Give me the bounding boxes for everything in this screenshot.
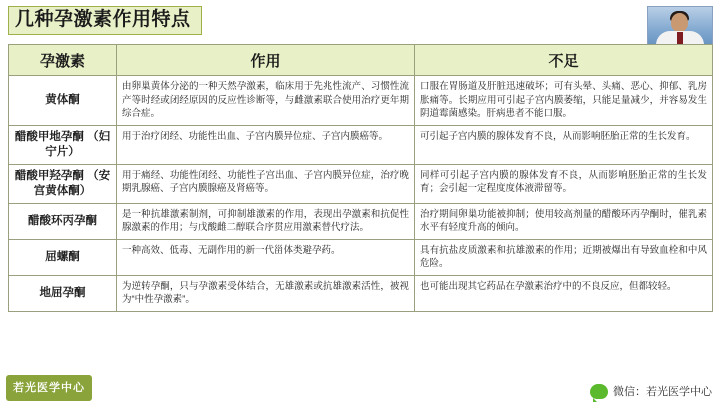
cell-effect: 用于治疗闭经、功能性出血、子宫内膜异位症、子宫内膜癌等。 (117, 125, 415, 164)
progestin-comparison-table (8, 44, 713, 312)
cell-drug-name: 醋酸甲羟孕酮 （安宫黄体酮） (9, 164, 117, 203)
cell-drug-name: 醋酸环丙孕酮 (9, 203, 117, 239)
organization-logo: 若光医学中心 (6, 375, 92, 401)
column-header-effect: 作用 (117, 45, 415, 76)
wechat-label: 微信：若光医学中心 (613, 386, 712, 398)
page-title: 几种孕激素作用特点 (15, 9, 191, 30)
cell-effect: 为逆转孕酮，只与孕激素受体结合，无雄激素或抗雄激素活性，被视为“中性孕激素”。 (117, 275, 415, 311)
table-row (9, 239, 713, 275)
table-row (9, 125, 713, 164)
cell-defect: 可引起子宫内膜的腺体发育不良，从而影响胚胎正常的生长发育。 (415, 125, 713, 164)
cell-defect: 同样可引起子宫内膜的腺体发育不良，从而影响胚胎正常的生长发育；会引起一定程度度体液滞留等。 (415, 164, 713, 203)
cell-drug-name: 醋酸甲地孕酮 （妇宁片） (9, 125, 117, 164)
cell-defect: 口服在胃肠道及肝脏迅速破坏；可有头晕、头痛、恶心、抑郁、乳房胀痛等。长期应用可引起子宫内膜萎缩，只能足量减少，并容易发生阴道霉菌感染。肝病患者不能口服。 (415, 76, 713, 126)
cell-drug-name: 屈螺酮 (9, 239, 117, 275)
table-row (9, 76, 713, 126)
cell-drug-name: 黄体酮 (9, 76, 117, 126)
wechat-credit (590, 383, 712, 399)
cell-defect: 也可能出现其它药品在孕激素治疗中的不良反应，但都较轻。 (415, 275, 713, 311)
column-header-defect: 不足 (415, 45, 713, 76)
table-header-row (9, 45, 713, 76)
table-row (9, 203, 713, 239)
cell-effect: 是一种抗雄激素制剂，可抑制雄激素的作用，表现出孕激素和抗促性腺激素的作用；与戊酸雌二醇联合序贯应用激素替代疗法。 (117, 203, 415, 239)
table-body (9, 76, 713, 312)
cell-defect: 具有抗盐皮质激素和抗雄激素的作用；近期被爆出有导致血栓和中风危险。 (415, 239, 713, 275)
slide-title-box (8, 6, 202, 35)
cell-effect: 一种高效、低毒、无副作用的新一代甾体类避孕药。 (117, 239, 415, 275)
cell-defect: 治疗期间卵巢功能被抑制；使用较高剂量的醋酸环丙孕酮时，催乳素水平有轻度升高的倾向。 (415, 203, 713, 239)
table-row (9, 164, 713, 203)
wechat-icon (590, 384, 608, 399)
cell-effect: 由卵巢黄体分泌的一种天然孕激素，临床用于先兆性流产、习惯性流产等时经或闭经原因的反应性诊断等，与雌激素联合使用治疗更年期综合症。 (117, 76, 415, 126)
cell-effect: 用于痛经、功能性闭经、功能性子宫出血、子宫内膜异位症，治疗晚期乳腺癌、子宫内膜腺癌及肾癌等。 (117, 164, 415, 203)
cell-drug-name: 地屈孕酮 (9, 275, 117, 311)
table-row (9, 275, 713, 311)
column-header-name: 孕激素 (9, 45, 117, 76)
table-header (9, 45, 713, 76)
portrait-head (671, 13, 688, 32)
